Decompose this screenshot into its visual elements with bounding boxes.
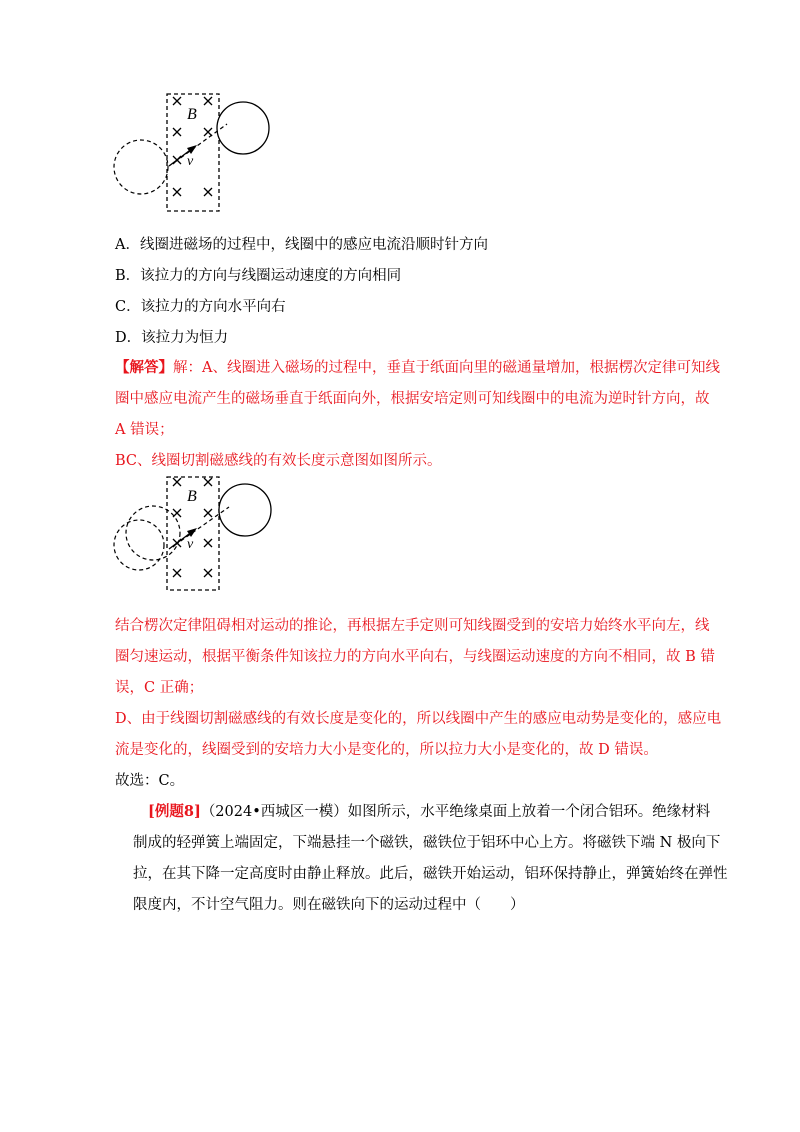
answer-tag: 【解答】 (115, 359, 173, 376)
velocity-label: v (187, 154, 194, 169)
field-label: B (187, 488, 197, 505)
answer-line-6: 圈匀速运动，根据平衡条件知该拉力的方向水平向右，与线圈运动速度的方向不相同，故 B 错 (115, 649, 715, 665)
velocity-label: v (187, 537, 194, 552)
example-line-3: 拉，在其下降一定高度时由静止释放。此后，磁铁开始运动，铝环保持静止，弹簧始终在弹性 (133, 866, 728, 882)
answer-line-8: D、由于线圈切割磁感线的有效长度是变化的，所以线圈中产生的感应电动势是变化的，感应电 (115, 711, 722, 727)
example-line-1: [例题8]（2024•西城区一模）如图所示，水平绝缘桌面上放着一个闭合铝环。绝缘材料 (148, 803, 711, 820)
coil-final (219, 484, 271, 536)
answer-line-1: 【解答】解：A、线圈进入磁场的过程中，垂直于纸面向里的磁通量增加，根据楞次定律可知线 (115, 359, 720, 376)
option-b: B．该拉力的方向与线圈运动速度的方向相同 (115, 268, 402, 284)
answer-line-3: A 错误； (115, 422, 174, 438)
figure-1 (105, 90, 285, 218)
field-label: B (187, 106, 197, 123)
option-d: D．该拉力为恒力 (115, 330, 229, 346)
coil-initial-dashed (114, 140, 168, 194)
answer-line-2: 圈中感应电流产生的磁场垂直于纸面向外，根据安培定则可知线圈中的电流为逆时针方向，故 (115, 391, 710, 407)
coil-intermediate-dashed (126, 506, 180, 560)
answer-conclusion: 故选：C。 (115, 773, 185, 789)
answer-line-9: 流是变化的，线圈受到的安培力大小是变化的，所以拉力大小是变化的，故 D 错误。 (115, 742, 658, 758)
example-line-4: 限度内，不计空气阻力。则在磁铁向下的运动过程中（ ） (133, 897, 525, 913)
answer-line-5: 结合楞次定律阻碍相对运动的推论，再根据左手定则可知线圈受到的安培力始终水平向左，线 (115, 618, 710, 634)
answer-line-7: 误，C 正确； (115, 680, 204, 696)
figure-2 (105, 473, 285, 595)
coil-initial-dashed (114, 520, 164, 570)
coil-final (217, 102, 269, 154)
option-c: C．该拉力的方向水平向右 (115, 299, 286, 315)
answer-line-4: BC、线圈切割磁感线的有效长度示意图如图所示。 (115, 453, 442, 469)
option-a: A．线圈进磁场的过程中，线圈中的感应电流沿顺时针方向 (115, 237, 488, 253)
example-label: [例题8] (148, 803, 201, 820)
example-line-2: 制成的轻弹簧上端固定，下端悬挂一个磁铁，磁铁位于铝环中心上方。将磁铁下端 N 极向下 (133, 835, 721, 851)
